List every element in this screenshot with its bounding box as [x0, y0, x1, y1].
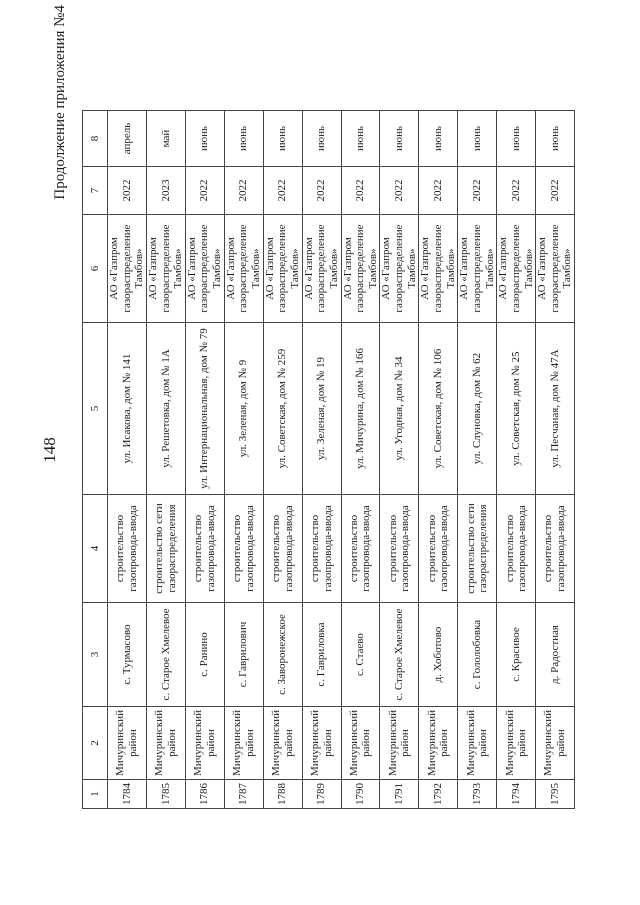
district-cell: Мичуринский район	[224, 707, 263, 780]
year-cell: 2022	[380, 167, 419, 215]
district-cell: Мичуринский район	[302, 707, 341, 780]
month-cell: апрель	[108, 111, 147, 167]
year-cell: 2022	[341, 167, 380, 215]
column-header: 5	[83, 323, 108, 495]
year-cell: 2022	[224, 167, 263, 215]
organization-cell: АО «Газпром газораспределение Тамбов»	[146, 215, 185, 323]
month-cell: июнь	[302, 111, 341, 167]
organization-cell: АО «Газпром газораспределение Тамбов»	[497, 215, 536, 323]
work-type-cell: строительство газопровода-ввода	[536, 495, 575, 603]
work-type-cell: строительство газопровода-ввода	[185, 495, 224, 603]
table-row	[380, 111, 419, 809]
district-cell: Мичуринский район	[185, 707, 224, 780]
work-type-cell: строительство сети газораспределения	[458, 495, 497, 603]
row-number-cell: 1785	[146, 780, 185, 809]
work-type-cell: строительство газопровода-ввода	[380, 495, 419, 603]
table-row	[497, 111, 536, 809]
settlement-cell: с. Старое Хмелевое	[146, 603, 185, 707]
column-header: 7	[83, 167, 108, 215]
address-cell: ул. Угодная, дом № 34	[380, 323, 419, 495]
year-cell: 2023	[146, 167, 185, 215]
table-row	[536, 111, 575, 809]
work-type-cell: строительство газопровода-ввода	[302, 495, 341, 603]
organization-cell: АО «Газпром газораспределение Тамбов»	[380, 215, 419, 323]
district-cell: Мичуринский район	[380, 707, 419, 780]
month-cell: июнь	[224, 111, 263, 167]
settlement-cell: с. Красивое	[497, 603, 536, 707]
row-number-cell: 1792	[419, 780, 458, 809]
address-cell: ул. Мичурина, дом № 166	[341, 323, 380, 495]
year-cell: 2022	[302, 167, 341, 215]
row-number-cell: 1786	[185, 780, 224, 809]
settlement-cell: д. Радостная	[536, 603, 575, 707]
address-cell: ул. Советская, дом № 106	[419, 323, 458, 495]
month-cell: июнь	[341, 111, 380, 167]
column-header: 3	[83, 603, 108, 707]
settlement-cell: с. Гаврилович	[224, 603, 263, 707]
address-cell: ул. Исакова, дом № 141	[108, 323, 147, 495]
month-cell: июнь	[380, 111, 419, 167]
month-cell: июнь	[263, 111, 302, 167]
address-cell: ул. Песчаная, дом № 47А	[536, 323, 575, 495]
organization-cell: АО «Газпром газораспределение Тамбов»	[185, 215, 224, 323]
district-cell: Мичуринский район	[497, 707, 536, 780]
work-type-cell: строительство газопровода-ввода	[419, 495, 458, 603]
row-number-cell: 1793	[458, 780, 497, 809]
table-row	[419, 111, 458, 809]
year-cell: 2022	[458, 167, 497, 215]
organization-cell: АО «Газпром газораспределение Тамбов»	[302, 215, 341, 323]
work-type-cell: строительство газопровода-ввода	[108, 495, 147, 603]
district-cell: Мичуринский район	[536, 707, 575, 780]
settlement-cell: с. Гололобовка	[458, 603, 497, 707]
settlement-cell: д. Хоботово	[419, 603, 458, 707]
organization-cell: АО «Газпром газораспределение Тамбов»	[224, 215, 263, 323]
year-cell: 2022	[263, 167, 302, 215]
work-type-cell: строительство газопровода-ввода	[497, 495, 536, 603]
work-type-cell: строительство газопровода-ввода	[263, 495, 302, 603]
address-cell: ул. Зеленая, дом № 19	[302, 323, 341, 495]
row-number-cell: 1791	[380, 780, 419, 809]
data-table	[82, 110, 575, 809]
settlement-cell: с. Турмасово	[108, 603, 147, 707]
table-row	[108, 111, 147, 809]
year-cell: 2022	[419, 167, 458, 215]
table-row	[146, 111, 185, 809]
year-cell: 2022	[185, 167, 224, 215]
district-cell: Мичуринский район	[341, 707, 380, 780]
address-cell: ул. Интернациональная, дом № 79	[185, 323, 224, 495]
column-header: 4	[83, 495, 108, 603]
year-cell: 2022	[108, 167, 147, 215]
settlement-cell: с. Ранино	[185, 603, 224, 707]
row-number-cell: 1788	[263, 780, 302, 809]
district-cell: Мичуринский район	[263, 707, 302, 780]
work-type-cell: строительство сети газораспределения	[146, 495, 185, 603]
district-cell: Мичуринский район	[108, 707, 147, 780]
address-cell: ул. Зеленая, дом № 9	[224, 323, 263, 495]
month-cell: июнь	[497, 111, 536, 167]
table-row	[224, 111, 263, 809]
column-header: 1	[83, 780, 108, 809]
organization-cell: АО «Газпром газораспределение Тамбов»	[458, 215, 497, 323]
organization-cell: АО «Газпром газораспределение Тамбов»	[108, 215, 147, 323]
organization-cell: АО «Газпром газораспределение Тамбов»	[536, 215, 575, 323]
address-cell: ул. Слуновка, дом № 62	[458, 323, 497, 495]
settlement-cell: с. Гавриловка	[302, 603, 341, 707]
address-cell: ул. Решетовка, дом № 1А	[146, 323, 185, 495]
row-number-cell: 1789	[302, 780, 341, 809]
month-cell: июнь	[536, 111, 575, 167]
column-header: 6	[83, 215, 108, 323]
organization-cell: АО «Газпром газораспределение Тамбов»	[341, 215, 380, 323]
column-header: 8	[83, 111, 108, 167]
address-cell: ул. Советская, дом № 259	[263, 323, 302, 495]
table-row	[185, 111, 224, 809]
table-row	[263, 111, 302, 809]
column-header: 2	[83, 707, 108, 780]
page-number: 148	[40, 437, 59, 463]
page-header-title: Продолжение приложения №4	[52, 5, 68, 200]
work-type-cell: строительство газопровода-ввода	[341, 495, 380, 603]
row-number-cell: 1794	[497, 780, 536, 809]
organization-cell: АО «Газпром газораспределение Тамбов»	[263, 215, 302, 323]
work-type-cell: строительство газопровода-ввода	[224, 495, 263, 603]
year-cell: 2022	[497, 167, 536, 215]
row-number-cell: 1795	[536, 780, 575, 809]
year-cell: 2022	[536, 167, 575, 215]
table-row	[341, 111, 380, 809]
address-cell: ул. Советская, дом № 25	[497, 323, 536, 495]
row-number-cell: 1787	[224, 780, 263, 809]
settlement-cell: с. Старое Хмелевое	[380, 603, 419, 707]
settlement-cell: с. Заворонежское	[263, 603, 302, 707]
row-number-cell: 1790	[341, 780, 380, 809]
month-cell: июнь	[185, 111, 224, 167]
table-header-row	[83, 111, 108, 809]
table-row	[302, 111, 341, 809]
month-cell: июнь	[458, 111, 497, 167]
district-cell: Мичуринский район	[458, 707, 497, 780]
organization-cell: АО «Газпром газораспределение Тамбов»	[419, 215, 458, 323]
month-cell: июнь	[419, 111, 458, 167]
table-row	[458, 111, 497, 809]
settlement-cell: с. Стаево	[341, 603, 380, 707]
district-cell: Мичуринский район	[146, 707, 185, 780]
row-number-cell: 1784	[108, 780, 147, 809]
month-cell: май	[146, 111, 185, 167]
district-cell: Мичуринский район	[419, 707, 458, 780]
